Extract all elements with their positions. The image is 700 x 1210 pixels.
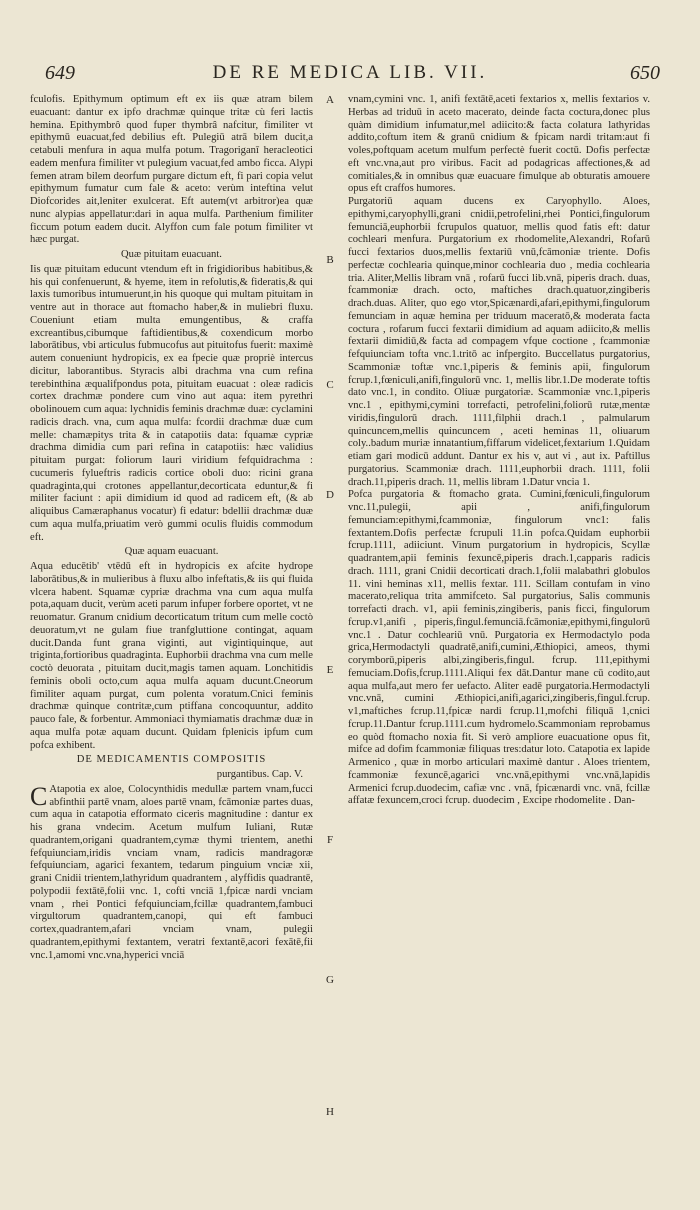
paragraph: [30, 781, 313, 963]
margin-marker-f: F: [326, 834, 334, 846]
chapter-subheading: purgantibus. Cap. V.: [216, 769, 303, 780]
paragraph: fculofis. Epithymum optimum eft ex iis quæ atram bilem euacuant: dantur ex ipfo drachmæ quinque tritæ cù feri lactis hemina. Epithymbrô quod fuper thymbrâ nafcitur, fimiliter vt epithymū euacuat,fed debilius eft. Pulegiū atrā bilem ducit,a cetabuli menfura in aqua mulfa potum. Tragoriganī heracleotici eadem menfura fimiliter vt pulegium vacuat,fed ambo ficca. Alypi femen atram bilem deorfum purgare dictum eft, fi pari copia velut epithymum fumatur cum fale & aceto: verùm inteftina velut Diofcorides ait,leniter exulcerat. Eft autem(vt arbitror)ea quæ nunc alypias appellatur:dari in aqua mulfa. Parthenium fimiliter ficcum potum eadem ducit. Alyffon cum fale potum fimiliter vt hæc purgat.: [30, 94, 313, 246]
section-heading: Quæ aquam euacuant.: [124, 546, 219, 558]
margin-marker-b: B: [326, 254, 334, 266]
paragraph: Aqua educētib' vtēdū eft in hydropicis ex afcite hydrope laborātibus,& in mulieribus à fluxu albo infeftatis,& iis qui fluida vlcera habent. Squamæ cypriæ drachma vna cum aqua mulfa pota,aquam ducit, verùm aceti parum infuper forbere oportet, vt ne reuomatur. Granum cnidium decorticatum tritum cum melle coctò deuoratum,vt ne gulam fiue tranfgluttione contingat, aquam ducit.Danda funt grana viginti, aut vigintiquinque, aut triginta,fortioribus quadraginta. Euphorbii drachma vna cum melle coctò deuorata , pituitam ducit,magis tamen aquam. Lonchitidis feminis oboli octo,cum aqua mulfa aquam ducunt.Cneorum fimiliter aquam purgat, cum polenta voratum.Cnici feminis drachmæ quinque contritæ,cum ptiffana concoquuntur, addito pauco fale, & forbentur. Ammoniaci thymiamatis drachmæ duæ in aqua mulfa potæ aquam ducunt. Quidam fplenicis ipfum cum pofca exhibent.: [30, 561, 313, 751]
text-columns: [28, 94, 674, 1179]
paragraph: vnam,cymini vnc. 1, anifi fextātē,aceti fextarios x, mellis fextarios v. Herbas ad triduū in aceto macerato, deinde facta coctura,donec plus quàm dimidium infumatur,mel adiicito:& facta colatura lathyridas addito,coftum item & granū cnidium & fpicam nardi tritam:aut fi voles,poftquam acetum mulfum perfectè fuerit coctū. Dofis perfectæ eft vnc.vna,aut pro viribus. Facit ad podagricas affectiones,& ad comitiales,& in omnibus quæ euacuare fimulque ab obturatis amouere opus eft craffos humores.: [348, 94, 650, 195]
chapter-heading: DE MEDICAMENTIS COMPOSITIS: [76, 754, 267, 766]
margin-marker-d: D: [326, 489, 334, 501]
page-number-right: 650: [630, 62, 660, 84]
drop-cap: C: [30, 781, 48, 811]
left-column: [30, 94, 313, 962]
paragraph: Iis quæ pituitam educunt vtendum eft in frigidioribus habitibus,& his qui confenuerunt, & hyeme, item in refolutis,& fideratis,& qui laxis tumoribus intumuerunt,in his quoque qui multam pituitam in ventre aut in thorace aut ftomacho haber,& in muliebri fluxu. Coueniunt etiam multa emungentibus, & craffa excreantibus,cibumque faftidientibus,& coxendicum morbo laborātibus, vbi articulus fubmucofus aut pituitofus fuerit: maximè autem conueniunt hydropicis, ex ea fpecie quæ propriè intercus dicitur, laborantibus. Styracis albi drachma vna cum refina terebinthina æqualifpondus pota, pituitam euacuat : oleæ radicis cortex drachmæ pondere cum vino aut aqua: item pyrethri obolinouem cum aqua: lychnidis feminis drachmæ duæ: cyclamini radicis drach. vna, cum aqua mulfa: fcordii drachmæ duæ cum melle: chamæpitys trita & in catapotiis data: fquamæ cypriæ drachma dimidia cum pari refina in catapotiis: hæc validius pituitam purgat: foliorum lauri viridium fefquidrachma : cucumeris fylueftris radicis cortice oboli duo: ricini grana quadraginta,qui crotones appellantur,decorticata eduntur,& fi militer faciunt : apii dimidium id quod ad radicem eft, (& ab aliquibus Camæraphanus vocatur) fi edatur: bdellii drachmæ duæ cum aqua mulfa,priuatim verò gummi oculis fluidis commodum eft.: [30, 263, 313, 543]
margin-marker-a: A: [326, 94, 334, 106]
right-column: [348, 94, 650, 808]
margin-marker-h: H: [326, 1106, 334, 1118]
margin-marker-g: G: [326, 974, 334, 986]
section-heading: Quæ pituitam euacuant.: [121, 249, 222, 260]
paragraph: Purgatoriū aquam ducens ex Caryophyllo. Aloes, epithymi,caryophylli,grani cnidii,petrofelini,rhei Pontici,fingulorum femunciā,euphorbii fcrupulos quatuor, mellis quod fatis eft: datur cochleari menfura. Purgatorium ex rhodomelite,Alexandri, Rofarū fucci fextarios duos,mellis fextariū vnū,fcāmoniæ triente. Dofis perfectæ cochlearia quinque,minor cochlearia duo , media cochlearia tria. Aliter,Mellis libram vnā , rofarū fucci lib.vnā, piperis drach. duas, fcammoniæ drach. octo, maftiches drach.quatuor,zingiberis drach.duas. Aliter, quo ego vtor,Spicænardi,afari,epithymi,fingulorum femunciam in aquæ hemina per triduum maceratō,& moderata facta coctura , rofarum fucci fextarii dimidium ad aquam adiicito,& mellis fextarii dimidiū,& facta ad compagem vfque coctione , fcammoniæ fefquiunciam tofta vnc.1.tritō ac infpergito. Buccellatus purgatorius, Scammoniæ toftæ vnc.1,piperis & feminis apii, fingulorum fcrup.1,fœniculi,anifi,fingulorū vnc. 1, mellis libr.1.De moderate toftis dato vnc.1, in condito. Oliuæ purgatoriæ. Scammoniæ vnc.1,piperis vnc.1 , epithymi,cymini torrefacti, petrofelini,foliorū rutæ,mentæ viridis,fingulorū drach. 1111,filphii drach.1 , palmularum quincuncem,mellis quincuncem , aceti heminas 11, oliuarum coly..badum muriæ innatantium,fiffarum videlicet,fextarium 1.Quidam etiam gari modicū addunt. Dantur ex his v, aut vi , aut ix. Paftillus purgatorius. Scammoniæ drach. 1111,euphorbii drach. 1111, folii drach.11,piperis drach. 11, mellis libram 1.Datur vncia 1.: [348, 196, 650, 488]
margin-markers: [313, 94, 347, 1179]
paragraph-text: Atapotia ex aloe, Colocynthidis medullæ partem vnam,fucci abfinthii partē vnam, aloes partē vnam, fcāmoniæ partes duas, cum aqua in catapotia efformato ciceris magnitudine : dantur ex his grana vndecim. Acetum mulfum Iuliani, Rutæ quadrantem,origani quadrantem,cymæ thymi trientem, anethi fefquiunciam,iridis vnciam vnam, radicis mandragoræ fefquiunciam, agarici fexantem, tedarum pinguium vnciæ xii, grani Cnidii trientem,lathyridum quadrantem , alyffidis quadrantē, polypodii fextātē,folii vnc. 1, cofti vnciā 1,fpicæ nardi vnciam vnam , rhei Pontici fefquiunciam,fcillæ quadrantem,fambuci virgultorum quadrantem,canopi, qui eft fambuci cortex,quadrantem,afari vnciam vnam, pulegii quadrantem,epithymi fextantem, veratri fextantē,acori fexātē,fii vnc.1,amomi vnc.vna,hyperici vnciā: [30, 783, 313, 961]
margin-marker-e: E: [326, 664, 334, 676]
page-header: [40, 60, 660, 86]
running-title: DE RE MEDICA LIB. VII.: [212, 62, 488, 83]
paragraph: Pofca purgatoria & ftomacho grata. Cumini,fœniculi,fingulorum vnc.11,pulegii, apii , anifi,fingulorum femunciam:epithymi,fcammoniæ, fingulorum vnc1: falis fextantem.Dofis perfectæ fcrupuli 11.in pofca.Quidam euphorbii fcrup.1111, adiiciunt. Vinum purgatorium in hydropicis, Scyllæ quadrantem,apii feminis fexuncē,piperis drach.1,capparis radicis drach. 1111, grani Cnidii decorticati drach.1,folii malabathri globulos 11. vini heminas x11, mellis fextar. 111. Scillam contufam in vino macerato,reliqua trita ammifceto. Sal purgatorius, Salis communis torrefacti drach. v1, apii feminis,zingiberis, panis ficci, fingulorum fcrup.v1,anifi , piperis,fingul.femunciā.fcāmoniæ,epithymi,fingulorū vnc.1 . Datur cochleariū vnū. Purgatoria ex Hermodactylo poda grica,Hermodactyli quadratē,anifi,cumini,Æthiopici, ameos, thymi corymborū,piperis albi,zingiberis,fingul. fcrup. 111,epithymi femuciam.Dofis,fcrup.1111.Aliqui fex dāt.Dantur mane cū codito,aut aqua mulfa,aut mero fer uefacto. Aliter eadē purgatoria.Hermodactyli vnc.vnā, cumini Æthiopici,anifi,agarici,zingiberis,fingul.fcrup. v1,maftiches fcrup.11,fpicæ nardi fcrup.11,mofchi filiquā 1,cnici fcrup.11.Dantur fcrup.1111.cum hydromelo.Scammoniam reprobamus eo quòd ftomacho noxia fit. Si verò ampliore euacuatione opus fit, mifce ad dofim fcammoniæ filiquas tres:datur loto. Catapotia ex lapide Armenico , quæ in morbo articulari maximè dantur . Aloes trientem, fcammoniæ fexuncē,agarici vnc.vnā,epithymi vnc.vnā,lapidis Armenici fcrup.duodecim, cafiæ vnc . vnā, fpicænardi vnc. vnā, fcillæ affatæ fexuncem,croci fcrup. duodecim , Excipe rhodomelite . Dan-: [348, 489, 650, 807]
page-number-left: 649: [45, 62, 75, 84]
margin-marker-c: C: [326, 379, 334, 391]
